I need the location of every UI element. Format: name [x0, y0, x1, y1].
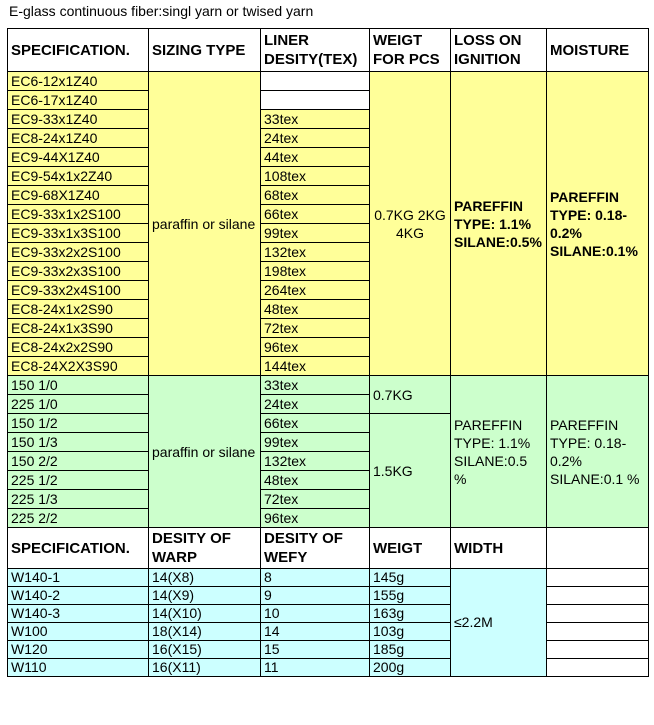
spec-cell: EC9-54x1x2Z40: [8, 167, 149, 186]
loss-cell: PAREFFIN TYPE: 1.1% SILANE:0.5 %: [451, 376, 547, 528]
fabric-cell: W140-3: [8, 605, 149, 623]
fabric-cell: 14(X9): [149, 587, 261, 605]
column-header: DESITY OF WARP: [149, 528, 261, 569]
tex-cell: 68tex: [261, 186, 370, 205]
column-header: WEIGT: [370, 528, 451, 569]
width-cell: ≤2.2M: [451, 569, 547, 677]
spec-cell: 225 1/3: [8, 490, 149, 509]
spec-cell: EC6-12x1Z40: [8, 72, 149, 91]
fabric-cell: 145g: [370, 569, 451, 587]
table-row: [8, 72, 649, 91]
sizing-cell: paraffin or silane: [149, 72, 261, 376]
moisture-cell: PAREFFIN TYPE: 0.18-0.2% SILANE:0.1 %: [547, 376, 649, 528]
tex-cell: [261, 72, 370, 91]
moisture-cell: PAREFFIN TYPE: 0.18-0.2% SILANE:0.1%: [547, 72, 649, 376]
spec-cell: 225 1/0: [8, 395, 149, 414]
weight-cell: 0.7KG: [370, 376, 451, 414]
tex-cell: 108tex: [261, 167, 370, 186]
column-header: SIZING TYPE: [149, 29, 261, 72]
spec-cell: EC8-24x1x3S90: [8, 319, 149, 338]
table-row: [8, 587, 649, 605]
weight-cell: 1.5KG: [370, 414, 451, 528]
spec-cell: EC9-33x1x3S100: [8, 224, 149, 243]
fabric-cell: 163g: [370, 605, 451, 623]
tex-cell: 96tex: [261, 338, 370, 357]
fabric-cell: 15: [261, 641, 370, 659]
spec-cell: EC9-68X1Z40: [8, 186, 149, 205]
tex-cell: 132tex: [261, 243, 370, 262]
tex-cell: 99tex: [261, 433, 370, 452]
table-row: [8, 623, 649, 641]
empty-cell: [547, 605, 649, 623]
fabric-cell: 10: [261, 605, 370, 623]
spec-cell: EC9-33x2x3S100: [8, 262, 149, 281]
tex-cell: 72tex: [261, 319, 370, 338]
fabric-cell: 103g: [370, 623, 451, 641]
spec-cell: EC8-24X2X3S90: [8, 357, 149, 376]
loss-cell: PAREFFIN TYPE: 1.1% SILANE:0.5%: [451, 72, 547, 376]
spec-cell: EC8-24x1Z40: [8, 129, 149, 148]
empty-cell: [547, 623, 649, 641]
fabric-cell: W100: [8, 623, 149, 641]
table-row: [8, 376, 649, 395]
empty-cell: [547, 569, 649, 587]
tex-cell: 144tex: [261, 357, 370, 376]
spec-cell: 150 2/2: [8, 452, 149, 471]
tex-cell: 99tex: [261, 224, 370, 243]
table-row: [8, 659, 649, 677]
fabric-cell: 9: [261, 587, 370, 605]
column-header: SPECIFICATION.: [8, 29, 149, 72]
empty-cell: [547, 587, 649, 605]
fabric-cell: W120: [8, 641, 149, 659]
fabric-cell: 14(X10): [149, 605, 261, 623]
spec-table: [7, 28, 649, 677]
fabric-cell: 14: [261, 623, 370, 641]
column-header: LINER DESITY(TEX): [261, 29, 370, 72]
spec-cell: EC9-33x2x4S100: [8, 281, 149, 300]
spec-cell: EC6-17x1Z40: [8, 91, 149, 110]
weight-cell: 0.7KG 2KG 4KG: [370, 72, 451, 376]
spec-cell: EC9-44X1Z40: [8, 148, 149, 167]
fabric-cell: W110: [8, 659, 149, 677]
tex-cell: 72tex: [261, 490, 370, 509]
spec-cell: 150 1/2: [8, 414, 149, 433]
sizing-cell: paraffin or silane: [149, 376, 261, 528]
table-row: [8, 569, 649, 587]
column-header: WIDTH: [451, 528, 547, 569]
fabric-cell: 11: [261, 659, 370, 677]
tex-cell: 48tex: [261, 471, 370, 490]
tex-cell: 66tex: [261, 414, 370, 433]
tex-cell: 66tex: [261, 205, 370, 224]
column-header: WEIGT FOR PCS: [370, 29, 451, 72]
table-row: [8, 641, 649, 659]
fabric-cell: W140-1: [8, 569, 149, 587]
tex-cell: 24tex: [261, 395, 370, 414]
tex-cell: 44tex: [261, 148, 370, 167]
column-header: DESITY OF WEFY: [261, 528, 370, 569]
column-header: SPECIFICATION.: [8, 528, 149, 569]
fabric-cell: 155g: [370, 587, 451, 605]
tex-cell: 33tex: [261, 110, 370, 129]
tex-cell: 264tex: [261, 281, 370, 300]
fabric-cell: 185g: [370, 641, 451, 659]
spec-cell: EC9-33x2x2S100: [8, 243, 149, 262]
tex-cell: 96tex: [261, 509, 370, 528]
tex-cell: 24tex: [261, 129, 370, 148]
spec-cell: EC8-24x2x2S90: [8, 338, 149, 357]
fabric-cell: 200g: [370, 659, 451, 677]
fabric-cell: 16(X15): [149, 641, 261, 659]
empty-cell: [547, 641, 649, 659]
tex-cell: 132tex: [261, 452, 370, 471]
spec-cell: 150 1/3: [8, 433, 149, 452]
table-title: E-glass continuous fiber:singl yarn or twised yarn: [9, 3, 314, 19]
fabric-cell: 14(X8): [149, 569, 261, 587]
table-row: [8, 605, 649, 623]
spec-cell: 225 1/2: [8, 471, 149, 490]
fabric-cell: 8: [261, 569, 370, 587]
spec-cell: EC8-24x1x2S90: [8, 300, 149, 319]
empty-cell: [547, 659, 649, 677]
fabric-cell: 16(X11): [149, 659, 261, 677]
column-header: LOSS ON IGNITION: [451, 29, 547, 72]
column-header: MOISTURE: [547, 29, 649, 72]
empty-cell: [547, 528, 649, 569]
fabric-cell: W140-2: [8, 587, 149, 605]
table-row: [8, 29, 649, 72]
spec-cell: EC9-33x1Z40: [8, 110, 149, 129]
tex-cell: 48tex: [261, 300, 370, 319]
tex-cell: [261, 91, 370, 110]
fabric-cell: 18(X14): [149, 623, 261, 641]
spec-cell: EC9-33x1x2S100: [8, 205, 149, 224]
spec-cell: 225 2/2: [8, 509, 149, 528]
table-row: [8, 528, 649, 569]
tex-cell: 198tex: [261, 262, 370, 281]
tex-cell: 33tex: [261, 376, 370, 395]
spec-cell: 150 1/0: [8, 376, 149, 395]
